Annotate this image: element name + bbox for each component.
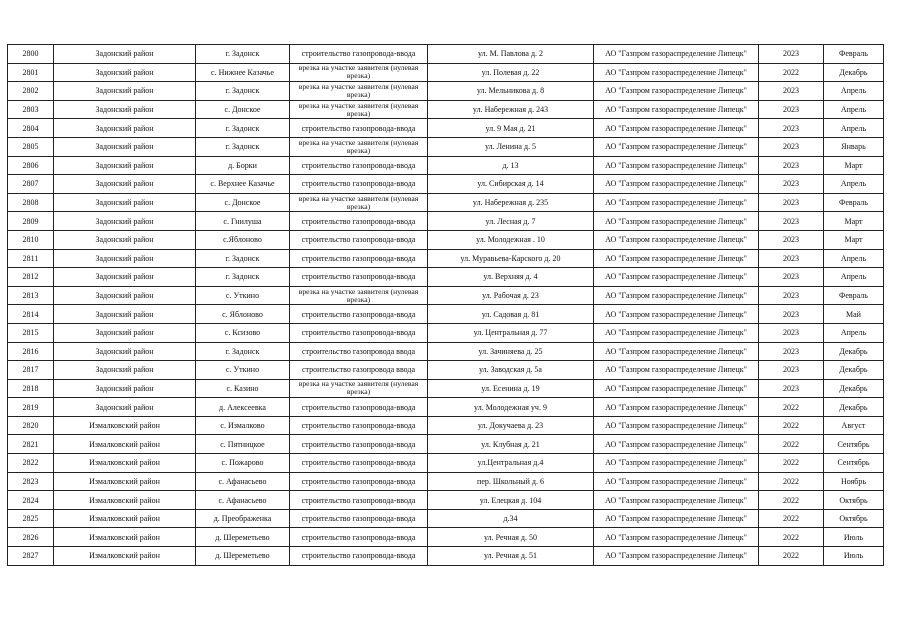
organization-cell: АО "Газпром газораспределение Липецк" (594, 379, 759, 398)
work-type-cell: строительство газопровода ввода (290, 361, 428, 380)
work-type-cell: врезка на участке заявителя (нулевая врезка) (290, 137, 428, 156)
work-type-cell: строительство газопровода-ввода (290, 156, 428, 175)
organization-cell: АО "Газпром газораспределение Липецк" (594, 100, 759, 119)
gasification-table (7, 44, 884, 566)
row-number-cell: 2817 (8, 361, 54, 380)
table-row (8, 286, 884, 305)
month-cell: Апрель (824, 82, 884, 101)
settlement-cell: с. Яблоново (196, 305, 290, 324)
settlement-cell: с. Афанасьево (196, 491, 290, 510)
month-cell: Декабрь (824, 342, 884, 361)
year-cell: 2023 (759, 175, 824, 194)
settlement-cell: г. Задонск (196, 45, 290, 64)
settlement-cell: с. Гнилуша (196, 212, 290, 231)
row-number-cell: 2824 (8, 491, 54, 510)
table-row (8, 398, 884, 417)
year-cell: 2022 (759, 509, 824, 528)
district-cell: Задонский район (54, 379, 196, 398)
month-cell: Апрель (824, 100, 884, 119)
year-cell: 2023 (759, 119, 824, 138)
work-type-cell: врезка на участке заявителя (нулевая врезка) (290, 193, 428, 212)
row-number-cell: 2822 (8, 454, 54, 473)
table-row (8, 175, 884, 194)
work-type-cell: строительство газопровода-ввода (290, 323, 428, 342)
month-cell: Январь (824, 137, 884, 156)
work-type-cell: врезка на участке заявителя (нулевая врезка) (290, 286, 428, 305)
settlement-cell: д. Шереметьево (196, 547, 290, 566)
district-cell: Измалковский район (54, 472, 196, 491)
organization-cell: АО "Газпром газораспределение Липецк" (594, 323, 759, 342)
address-cell: ул. Молодежная уч. 9 (428, 398, 594, 417)
address-cell: ул. Садовая д. 81 (428, 305, 594, 324)
address-cell: ул. Молодежная . 10 (428, 230, 594, 249)
work-type-cell: строительство газопровода-ввода (290, 509, 428, 528)
month-cell: Апрель (824, 249, 884, 268)
work-type-cell: строительство газопровода ввода (290, 342, 428, 361)
district-cell: Измалковский район (54, 435, 196, 454)
organization-cell: АО "Газпром газораспределение Липецк" (594, 361, 759, 380)
district-cell: Задонский район (54, 268, 196, 287)
year-cell: 2023 (759, 305, 824, 324)
work-type-cell: строительство газопровода-ввода (290, 212, 428, 231)
row-number-cell: 2826 (8, 528, 54, 547)
organization-cell: АО "Газпром газораспределение Липецк" (594, 156, 759, 175)
year-cell: 2022 (759, 454, 824, 473)
month-cell: Апрель (824, 268, 884, 287)
address-cell: д.34 (428, 509, 594, 528)
row-number-cell: 2802 (8, 82, 54, 101)
settlement-cell: с. Казино (196, 379, 290, 398)
work-type-cell: строительство газопровода-ввода (290, 119, 428, 138)
table-row (8, 305, 884, 324)
year-cell: 2022 (759, 435, 824, 454)
address-cell: ул. Полевая д. 22 (428, 63, 594, 82)
table-row (8, 435, 884, 454)
month-cell: Март (824, 230, 884, 249)
address-cell: пер. Школьный д. 6 (428, 472, 594, 491)
table-row (8, 454, 884, 473)
district-cell: Задонский район (54, 398, 196, 417)
address-cell: ул. Верхняя д. 4 (428, 268, 594, 287)
row-number-cell: 2804 (8, 119, 54, 138)
district-cell: Задонский район (54, 212, 196, 231)
work-type-cell: строительство газопровода-ввода (290, 416, 428, 435)
organization-cell: АО "Газпром газораспределение Липецк" (594, 416, 759, 435)
district-cell: Задонский район (54, 286, 196, 305)
table-row (8, 509, 884, 528)
settlement-cell: г. Задонск (196, 342, 290, 361)
organization-cell: АО "Газпром газораспределение Липецк" (594, 175, 759, 194)
organization-cell: АО "Газпром газораспределение Липецк" (594, 249, 759, 268)
settlement-cell: г. Задонск (196, 137, 290, 156)
district-cell: Измалковский район (54, 509, 196, 528)
settlement-cell: с. Измалково (196, 416, 290, 435)
district-cell: Задонский район (54, 119, 196, 138)
settlement-cell: г. Задонск (196, 82, 290, 101)
district-cell: Измалковский район (54, 454, 196, 473)
year-cell: 2023 (759, 230, 824, 249)
work-type-cell: врезка на участке заявителя (нулевая врезка) (290, 82, 428, 101)
district-cell: Задонский район (54, 45, 196, 64)
table-row (8, 249, 884, 268)
district-cell: Задонский район (54, 249, 196, 268)
organization-cell: АО "Газпром газораспределение Липецк" (594, 472, 759, 491)
work-type-cell: строительство газопровода-ввода (290, 435, 428, 454)
row-number-cell: 2827 (8, 547, 54, 566)
address-cell: ул. Елецкая д. 104 (428, 491, 594, 510)
row-number-cell: 2810 (8, 230, 54, 249)
organization-cell: АО "Газпром газораспределение Липецк" (594, 193, 759, 212)
year-cell: 2022 (759, 416, 824, 435)
settlement-cell: г. Задонск (196, 249, 290, 268)
address-cell: ул.Центральная д.4 (428, 454, 594, 473)
month-cell: Март (824, 212, 884, 231)
row-number-cell: 2820 (8, 416, 54, 435)
work-type-cell: строительство газопровода-ввода (290, 175, 428, 194)
year-cell: 2022 (759, 528, 824, 547)
year-cell: 2023 (759, 361, 824, 380)
year-cell: 2023 (759, 379, 824, 398)
organization-cell: АО "Газпром газораспределение Липецк" (594, 528, 759, 547)
year-cell: 2023 (759, 137, 824, 156)
address-cell: ул. Набережная д. 243 (428, 100, 594, 119)
settlement-cell: с. Донское (196, 100, 290, 119)
table-row (8, 82, 884, 101)
settlement-cell: с. Пожарово (196, 454, 290, 473)
table-body (8, 45, 884, 566)
address-cell: д. 13 (428, 156, 594, 175)
table-row (8, 119, 884, 138)
settlement-cell: с. Пятницкое (196, 435, 290, 454)
table-row (8, 528, 884, 547)
work-type-cell: строительство газопровода-ввода (290, 249, 428, 268)
table-row (8, 361, 884, 380)
table-row (8, 230, 884, 249)
address-cell: ул. Сибирская д. 14 (428, 175, 594, 194)
settlement-cell: г. Задонск (196, 119, 290, 138)
month-cell: Июль (824, 528, 884, 547)
row-number-cell: 2807 (8, 175, 54, 194)
district-cell: Задонский район (54, 230, 196, 249)
row-number-cell: 2812 (8, 268, 54, 287)
settlement-cell: с. Ксизово (196, 323, 290, 342)
work-type-cell: строительство газопровода-ввода (290, 454, 428, 473)
work-type-cell: строительство газопровода-ввода (290, 472, 428, 491)
district-cell: Задонский район (54, 342, 196, 361)
district-cell: Задонский район (54, 323, 196, 342)
settlement-cell: г. Задонск (196, 268, 290, 287)
organization-cell: АО "Газпром газораспределение Липецк" (594, 268, 759, 287)
row-number-cell: 2800 (8, 45, 54, 64)
table-row (8, 342, 884, 361)
table-row (8, 268, 884, 287)
table-row (8, 63, 884, 82)
year-cell: 2023 (759, 193, 824, 212)
settlement-cell: с. Верхнее Казачье (196, 175, 290, 194)
settlement-cell: с. Нижнее Казачье (196, 63, 290, 82)
row-number-cell: 2806 (8, 156, 54, 175)
month-cell: Сентябрь (824, 435, 884, 454)
row-number-cell: 2813 (8, 286, 54, 305)
district-cell: Задонский район (54, 100, 196, 119)
month-cell: Май (824, 305, 884, 324)
settlement-cell: с. Уткино (196, 361, 290, 380)
work-type-cell: строительство газопровода-ввода (290, 230, 428, 249)
work-type-cell: строительство газопровода-ввода (290, 491, 428, 510)
organization-cell: АО "Газпром газораспределение Липецк" (594, 63, 759, 82)
month-cell: Декабрь (824, 63, 884, 82)
table-row (8, 547, 884, 566)
month-cell: Декабрь (824, 379, 884, 398)
work-type-cell: строительство газопровода-ввода (290, 268, 428, 287)
table-row (8, 323, 884, 342)
row-number-cell: 2818 (8, 379, 54, 398)
row-number-cell: 2825 (8, 509, 54, 528)
organization-cell: АО "Газпром газораспределение Липецк" (594, 82, 759, 101)
address-cell: ул. М. Павлова д. 2 (428, 45, 594, 64)
work-type-cell: строительство газопровода-ввода (290, 45, 428, 64)
address-cell: ул. Клубная д. 21 (428, 435, 594, 454)
month-cell: Ноябрь (824, 472, 884, 491)
work-type-cell: врезка на участке заявителя (нулевая врезка) (290, 379, 428, 398)
month-cell: Февраль (824, 45, 884, 64)
organization-cell: АО "Газпром газораспределение Липецк" (594, 491, 759, 510)
organization-cell: АО "Газпром газораспределение Липецк" (594, 454, 759, 473)
district-cell: Задонский район (54, 137, 196, 156)
month-cell: Август (824, 416, 884, 435)
table-row (8, 100, 884, 119)
address-cell: ул. Муравьева-Карского д. 20 (428, 249, 594, 268)
settlement-cell: с.Яблоново (196, 230, 290, 249)
row-number-cell: 2808 (8, 193, 54, 212)
row-number-cell: 2809 (8, 212, 54, 231)
table-row (8, 137, 884, 156)
work-type-cell: строительство газопровода-ввода (290, 528, 428, 547)
month-cell: Март (824, 156, 884, 175)
year-cell: 2023 (759, 249, 824, 268)
organization-cell: АО "Газпром газораспределение Липецк" (594, 286, 759, 305)
work-type-cell: врезка на участке заявителя (нулевая врезка) (290, 63, 428, 82)
table-row (8, 45, 884, 64)
organization-cell: АО "Газпром газораспределение Липецк" (594, 119, 759, 138)
month-cell: Декабрь (824, 361, 884, 380)
district-cell: Измалковский район (54, 491, 196, 510)
table-row (8, 212, 884, 231)
address-cell: ул. Докучаева д. 23 (428, 416, 594, 435)
work-type-cell: врезка на участке заявителя (нулевая врезка) (290, 100, 428, 119)
district-cell: Задонский район (54, 63, 196, 82)
year-cell: 2023 (759, 286, 824, 305)
address-cell: ул. Речная д. 50 (428, 528, 594, 547)
row-number-cell: 2821 (8, 435, 54, 454)
settlement-cell: д. Шереметьево (196, 528, 290, 547)
address-cell: ул. Набережная д. 235 (428, 193, 594, 212)
district-cell: Задонский район (54, 82, 196, 101)
year-cell: 2023 (759, 45, 824, 64)
year-cell: 2023 (759, 156, 824, 175)
month-cell: Февраль (824, 193, 884, 212)
row-number-cell: 2819 (8, 398, 54, 417)
year-cell: 2023 (759, 82, 824, 101)
month-cell: Апрель (824, 119, 884, 138)
district-cell: Измалковский район (54, 416, 196, 435)
organization-cell: АО "Газпром газораспределение Липецк" (594, 342, 759, 361)
work-type-cell: строительство газопровода-ввода (290, 547, 428, 566)
month-cell: Октябрь (824, 509, 884, 528)
settlement-cell: с. Уткино (196, 286, 290, 305)
year-cell: 2023 (759, 212, 824, 231)
year-cell: 2022 (759, 472, 824, 491)
organization-cell: АО "Газпром газораспределение Липецк" (594, 45, 759, 64)
settlement-cell: с. Донское (196, 193, 290, 212)
settlement-cell: д. Борки (196, 156, 290, 175)
address-cell: ул. Рабочая д. 23 (428, 286, 594, 305)
organization-cell: АО "Газпром газораспределение Липецк" (594, 305, 759, 324)
organization-cell: АО "Газпром газораспределение Липецк" (594, 230, 759, 249)
spreadsheet-page (7, 44, 884, 566)
year-cell: 2023 (759, 268, 824, 287)
address-cell: ул. Ленина д. 5 (428, 137, 594, 156)
table-row (8, 379, 884, 398)
district-cell: Измалковский район (54, 547, 196, 566)
month-cell: Апрель (824, 175, 884, 194)
district-cell: Задонский район (54, 156, 196, 175)
address-cell: ул. Центральная д. 77 (428, 323, 594, 342)
work-type-cell: строительство газопровода-ввода (290, 398, 428, 417)
district-cell: Задонский район (54, 175, 196, 194)
table-row (8, 193, 884, 212)
month-cell: Февраль (824, 286, 884, 305)
month-cell: Декабрь (824, 398, 884, 417)
year-cell: 2022 (759, 491, 824, 510)
month-cell: Апрель (824, 323, 884, 342)
address-cell: ул. 9 Мая д. 21 (428, 119, 594, 138)
row-number-cell: 2815 (8, 323, 54, 342)
table-row (8, 491, 884, 510)
table-row (8, 156, 884, 175)
year-cell: 2022 (759, 63, 824, 82)
organization-cell: АО "Газпром газораспределение Липецк" (594, 398, 759, 417)
district-cell: Задонский район (54, 361, 196, 380)
district-cell: Задонский район (54, 193, 196, 212)
row-number-cell: 2801 (8, 63, 54, 82)
year-cell: 2022 (759, 398, 824, 417)
address-cell: ул. Лесная д. 7 (428, 212, 594, 231)
year-cell: 2023 (759, 342, 824, 361)
district-cell: Измалковский район (54, 528, 196, 547)
organization-cell: АО "Газпром газораспределение Липецк" (594, 509, 759, 528)
row-number-cell: 2814 (8, 305, 54, 324)
table-row (8, 416, 884, 435)
organization-cell: АО "Газпром газораспределение Липецк" (594, 547, 759, 566)
settlement-cell: д. Преображенка (196, 509, 290, 528)
year-cell: 2023 (759, 100, 824, 119)
month-cell: Июль (824, 547, 884, 566)
district-cell: Задонский район (54, 305, 196, 324)
address-cell: ул. Мельникова д. 8 (428, 82, 594, 101)
row-number-cell: 2803 (8, 100, 54, 119)
organization-cell: АО "Газпром газораспределение Липецк" (594, 137, 759, 156)
settlement-cell: с. Афанасьево (196, 472, 290, 491)
year-cell: 2023 (759, 323, 824, 342)
month-cell: Сентябрь (824, 454, 884, 473)
organization-cell: АО "Газпром газораспределение Липецк" (594, 212, 759, 231)
address-cell: ул. Речная д. 51 (428, 547, 594, 566)
work-type-cell: строительство газопровода-ввода (290, 305, 428, 324)
table-row (8, 472, 884, 491)
address-cell: ул. Есенина д. 19 (428, 379, 594, 398)
settlement-cell: д. Алексеевка (196, 398, 290, 417)
row-number-cell: 2811 (8, 249, 54, 268)
address-cell: ул. Зачиняева д. 25 (428, 342, 594, 361)
address-cell: ул. Заводская д. 5а (428, 361, 594, 380)
organization-cell: АО "Газпром газораспределение Липецк" (594, 435, 759, 454)
row-number-cell: 2805 (8, 137, 54, 156)
row-number-cell: 2823 (8, 472, 54, 491)
month-cell: Октябрь (824, 491, 884, 510)
row-number-cell: 2816 (8, 342, 54, 361)
year-cell: 2022 (759, 547, 824, 566)
